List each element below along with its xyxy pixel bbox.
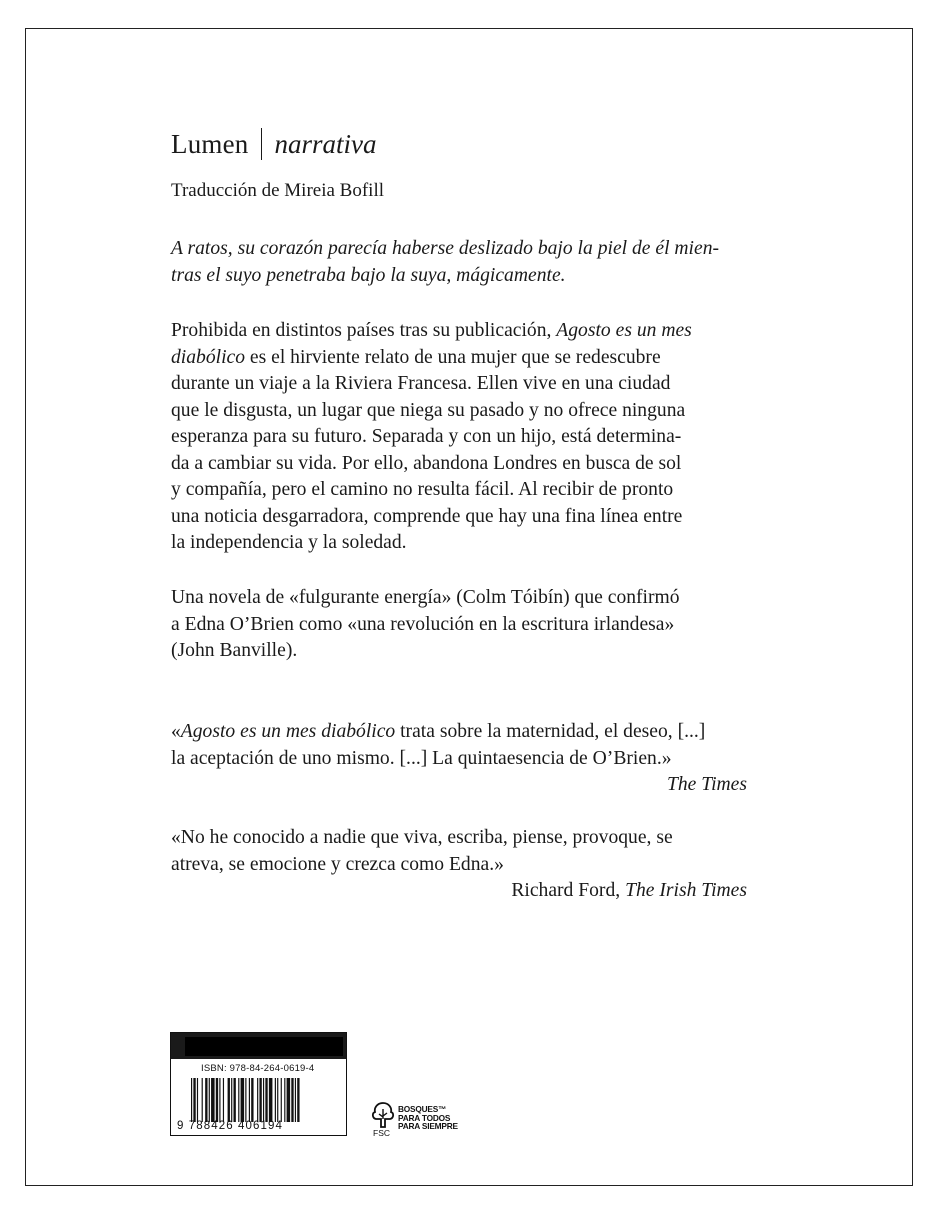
logo-divider bbox=[261, 128, 262, 160]
barcode-bar bbox=[241, 1078, 245, 1122]
barcode-bar bbox=[245, 1078, 246, 1122]
barcode-bar bbox=[269, 1078, 273, 1122]
fsc-slogan bbox=[398, 1105, 458, 1131]
barcode-bars bbox=[191, 1078, 338, 1122]
barcode-bar bbox=[228, 1078, 230, 1122]
barcode-bar bbox=[193, 1078, 195, 1122]
fsc-tree-icon bbox=[368, 1100, 398, 1130]
isbn-barcode bbox=[170, 1032, 347, 1136]
barcode-bar bbox=[202, 1078, 203, 1122]
quote-author: Richard Ford, bbox=[511, 880, 626, 901]
review-quote-times bbox=[171, 719, 771, 799]
quote-line bbox=[171, 719, 771, 746]
barcode-bar bbox=[219, 1078, 220, 1122]
quote-line: atreva, se emocione y crezca como Edna.» bbox=[171, 853, 504, 875]
barcode-bar bbox=[281, 1078, 282, 1122]
barcode-bar bbox=[257, 1078, 258, 1122]
book-title: diabólico bbox=[171, 346, 246, 368]
barcode-bar bbox=[275, 1078, 276, 1122]
publisher-name: Lumen bbox=[171, 128, 249, 159]
fsc-slogan-line: PARA SIEMPRE bbox=[398, 1121, 458, 1132]
publisher-logo bbox=[171, 128, 771, 160]
isbn-number: ISBN: 978-84-264-0619-4 bbox=[201, 1063, 315, 1074]
book-title: Agosto es un mes bbox=[556, 320, 692, 341]
blurb-line: a Edna O’Brien como «una revolución en la escritura irlandesa» bbox=[171, 613, 675, 635]
barcode-bar bbox=[191, 1078, 192, 1122]
collection-name: narrativa bbox=[274, 128, 377, 159]
blurb bbox=[171, 585, 771, 665]
barcode-bar bbox=[263, 1078, 264, 1122]
quote-mark: « bbox=[171, 721, 181, 742]
epigraph-line: A ratos, su corazón parecía haberse deslizado bajo la piel de él mien- bbox=[171, 238, 720, 259]
synopsis-line: la independencia y la soledad. bbox=[171, 532, 407, 553]
quote-attribution bbox=[171, 878, 771, 905]
synopsis-line: una noticia desgarradora, comprende que hay una fina línea entre bbox=[171, 505, 683, 527]
barcode-header-band bbox=[171, 1033, 346, 1059]
barcode-bar bbox=[209, 1078, 210, 1122]
epigraph bbox=[171, 236, 771, 289]
barcode-bar bbox=[249, 1078, 250, 1122]
barcode-bar bbox=[238, 1078, 239, 1122]
synopsis-line: da a cambiar su vida. Por ello, abandona Londres en busca de sol bbox=[171, 452, 682, 474]
synopsis-line bbox=[171, 318, 771, 345]
quote-line: la aceptación de uno mismo. [...] La quintaesencia de O’Brien.» bbox=[171, 747, 672, 769]
barcode-bar bbox=[277, 1078, 278, 1122]
synopsis-line: esperanza para su futuro. Separada y con un hijo, está determina- bbox=[171, 426, 682, 447]
barcode-bar bbox=[216, 1078, 218, 1122]
fsc-label: FSC bbox=[373, 1128, 390, 1138]
synopsis-line: y compañía, pero el camino no resulta fácil. Al recibir de pronto bbox=[171, 479, 674, 500]
barcode-bar bbox=[205, 1078, 207, 1122]
epigraph-line: tras el suyo penetraba bajo la suya, mágicamente. bbox=[171, 264, 566, 286]
review-quote-ford bbox=[171, 825, 771, 905]
barcode-bar bbox=[223, 1078, 224, 1122]
synopsis-text: es el hirviente relato de una mujer que se redescubre bbox=[245, 346, 661, 368]
barcode-bar bbox=[287, 1078, 291, 1122]
barcode-bar bbox=[291, 1078, 293, 1122]
quote-source: The Times bbox=[666, 774, 747, 795]
barcode-bar bbox=[211, 1078, 215, 1122]
synopsis-line: durante un viaje a la Riviera Francesa. Ellen vive en una ciudad bbox=[171, 373, 671, 394]
synopsis-line: que le disgusta, un lugar que niega su pasado y no ofrece ninguna bbox=[171, 399, 686, 421]
barcode-bar bbox=[231, 1078, 232, 1122]
book-title: Agosto es un mes diabólico bbox=[180, 721, 396, 742]
fsc-slogan-line: BOSQUES™ bbox=[398, 1104, 447, 1114]
barcode-bar bbox=[259, 1078, 261, 1122]
ean-digits: 9 788426 406194 bbox=[177, 1120, 284, 1132]
quote-line: «No he conocido a nadie que viva, escriba, piense, provoque, se bbox=[171, 827, 673, 848]
fsc-logo bbox=[368, 1098, 498, 1140]
barcode-bar bbox=[297, 1078, 299, 1122]
barcode-bar bbox=[284, 1078, 285, 1122]
blurb-line: (John Banville). bbox=[171, 640, 298, 661]
blurb-line: Una novela de «fulgurante energía» (Colm Tóibín) que confirmó bbox=[171, 587, 680, 608]
quote-source: The Irish Times bbox=[625, 880, 747, 901]
fsc-slogan-line: PARA TODOS bbox=[398, 1112, 451, 1123]
synopsis-text: Prohibida en distintos países tras su publicación, bbox=[171, 320, 557, 341]
translator-credit: Traducción de Mireia Bofill bbox=[171, 180, 385, 201]
barcode-bar bbox=[251, 1078, 253, 1122]
barcode-bar bbox=[265, 1078, 267, 1122]
barcode-bar bbox=[197, 1078, 198, 1122]
synopsis-line bbox=[171, 345, 771, 372]
synopsis bbox=[171, 318, 771, 557]
barcode-bar bbox=[295, 1078, 296, 1122]
barcode-bar bbox=[233, 1078, 235, 1122]
quote-text: trata sobre la maternidad, el deseo, [...] bbox=[395, 721, 706, 742]
